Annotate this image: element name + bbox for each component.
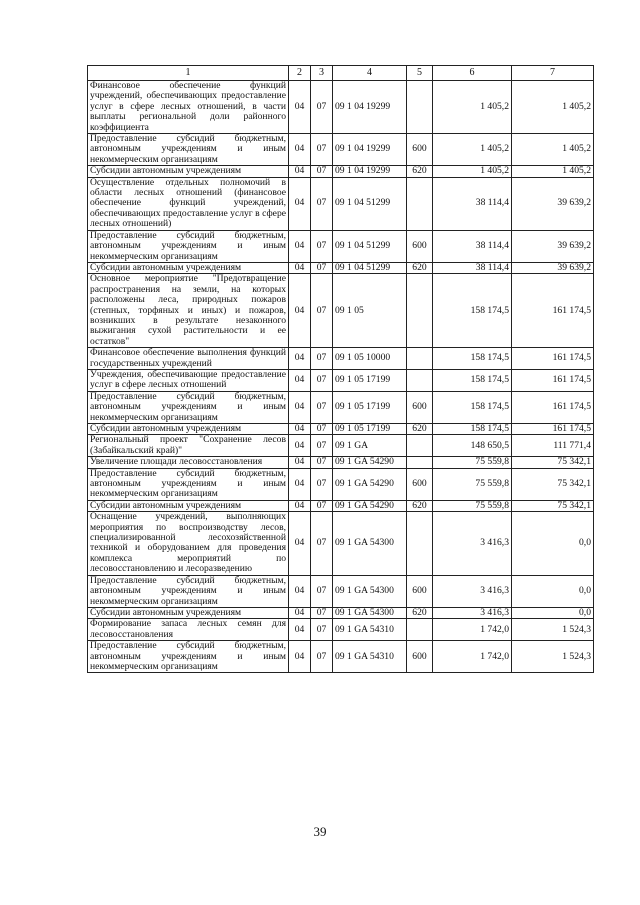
table-row	[88, 391, 594, 423]
cell-target-code: 09 1 GA 54300	[333, 607, 407, 618]
header-col-1: 1	[88, 66, 289, 81]
cell-expense-type: 620	[407, 607, 433, 618]
cell-amount-year-2: 39 639,2	[512, 262, 594, 273]
table-row	[88, 262, 594, 273]
cell-amount-year-2: 39 639,2	[512, 177, 594, 230]
cell-subsection: 07	[311, 468, 333, 500]
table-row	[88, 177, 594, 230]
cell-target-code: 09 1 04 19299	[333, 81, 407, 134]
cell-section: 04	[289, 391, 311, 423]
cell-amount-year-2: 39 639,2	[512, 230, 594, 262]
cell-amount-year-1: 3 416,3	[433, 607, 512, 618]
cell-section: 04	[289, 424, 311, 435]
cell-amount-year-2: 161 174,5	[512, 369, 594, 391]
cell-amount-year-1: 1 742,0	[433, 641, 512, 673]
cell-target-code: 09 1 05 10000	[333, 348, 407, 370]
cell-target-code: 09 1 04 51299	[333, 262, 407, 273]
cell-amount-year-2: 1 524,3	[512, 641, 594, 673]
cell-expense-type: 600	[407, 230, 433, 262]
cell-amount-year-1: 1 405,2	[433, 81, 512, 134]
cell-section: 04	[289, 134, 311, 166]
cell-name: Финансовое обеспечение функций учреждений, обеспечивающих предоставление услуг в сфере лесных отношений, в части выплаты региональной доли районного коэффициента	[88, 81, 289, 134]
cell-name: Предоставление субсидий бюджетным, автономным учреждениям и иным некоммерческим организациям	[88, 575, 289, 607]
cell-section: 04	[289, 177, 311, 230]
cell-amount-year-2: 0,0	[512, 575, 594, 607]
cell-expense-type: 620	[407, 262, 433, 273]
cell-expense-type	[407, 348, 433, 370]
header-col-4: 4	[333, 66, 407, 81]
cell-expense-type	[407, 369, 433, 391]
cell-target-code: 09 1 04 19299	[333, 134, 407, 166]
cell-amount-year-1: 75 559,8	[433, 457, 512, 468]
cell-section: 04	[289, 641, 311, 673]
cell-amount-year-2: 75 342,1	[512, 500, 594, 511]
cell-amount-year-2: 0,0	[512, 512, 594, 575]
cell-section: 04	[289, 166, 311, 177]
cell-section: 04	[289, 575, 311, 607]
cell-amount-year-1: 3 416,3	[433, 575, 512, 607]
cell-amount-year-1: 38 114,4	[433, 230, 512, 262]
cell-expense-type: 600	[407, 391, 433, 423]
cell-target-code: 09 1 05 17199	[333, 424, 407, 435]
cell-target-code: 09 1 GA 54290	[333, 468, 407, 500]
page-number: 39	[313, 824, 327, 839]
cell-expense-type: 620	[407, 424, 433, 435]
header-col-6: 6	[433, 66, 512, 81]
cell-amount-year-2: 1 405,2	[512, 134, 594, 166]
cell-target-code: 09 1 GA 54310	[333, 641, 407, 673]
cell-target-code: 09 1 04 19299	[333, 166, 407, 177]
cell-subsection: 07	[311, 512, 333, 575]
cell-section: 04	[289, 435, 311, 457]
cell-name: Субсидии автономным учреждениям	[88, 262, 289, 273]
cell-target-code: 09 1 05 17199	[333, 391, 407, 423]
cell-expense-type	[407, 177, 433, 230]
cell-amount-year-2: 75 342,1	[512, 468, 594, 500]
cell-amount-year-1: 3 416,3	[433, 512, 512, 575]
cell-expense-type: 600	[407, 134, 433, 166]
cell-expense-type	[407, 619, 433, 641]
cell-subsection: 07	[311, 500, 333, 511]
table-row	[88, 424, 594, 435]
cell-name: Предоставление субсидий бюджетным, автономным учреждениям и иным некоммерческим организациям	[88, 230, 289, 262]
table-body	[88, 81, 594, 673]
cell-subsection: 07	[311, 619, 333, 641]
cell-amount-year-2: 161 174,5	[512, 391, 594, 423]
cell-expense-type	[407, 274, 433, 348]
cell-subsection: 07	[311, 134, 333, 166]
cell-amount-year-2: 0,0	[512, 607, 594, 618]
cell-section: 04	[289, 369, 311, 391]
cell-target-code: 09 1 GA 54290	[333, 457, 407, 468]
cell-section: 04	[289, 607, 311, 618]
cell-amount-year-2: 1 405,2	[512, 81, 594, 134]
cell-section: 04	[289, 619, 311, 641]
cell-name: Субсидии автономным учреждениям	[88, 166, 289, 177]
cell-subsection: 07	[311, 166, 333, 177]
cell-amount-year-2: 75 342,1	[512, 457, 594, 468]
cell-target-code: 09 1 05	[333, 274, 407, 348]
cell-expense-type: 600	[407, 641, 433, 673]
cell-amount-year-2: 1 405,2	[512, 166, 594, 177]
cell-name: Финансовое обеспечение выполнения функций государственных учреждений	[88, 348, 289, 370]
table-row	[88, 641, 594, 673]
cell-subsection: 07	[311, 262, 333, 273]
table-row	[88, 500, 594, 511]
cell-section: 04	[289, 262, 311, 273]
cell-target-code: 09 1 05 17199	[333, 369, 407, 391]
header-col-5: 5	[407, 66, 433, 81]
cell-amount-year-2: 161 174,5	[512, 348, 594, 370]
cell-target-code: 09 1 GA 54310	[333, 619, 407, 641]
cell-amount-year-2: 111 771,4	[512, 435, 594, 457]
cell-amount-year-1: 1 405,2	[433, 166, 512, 177]
cell-target-code: 09 1 GA 54300	[333, 512, 407, 575]
cell-name: Предоставление субсидий бюджетным, автономным учреждениям и иным некоммерческим организациям	[88, 134, 289, 166]
table-row	[88, 435, 594, 457]
table-row	[88, 230, 594, 262]
table-row	[88, 369, 594, 391]
table-row	[88, 512, 594, 575]
header-col-2: 2	[289, 66, 311, 81]
cell-expense-type: 620	[407, 500, 433, 511]
cell-expense-type	[407, 512, 433, 575]
cell-subsection: 07	[311, 457, 333, 468]
table-row	[88, 81, 594, 134]
cell-name: Основное мероприятие "Предотвращение распространения на земли, на которых расположены леса, природных пожаров (степных, торфяных и иных) и пожаров, возникших в результате незаконного выжигания сухой растительности и ее остатков"	[88, 274, 289, 348]
cell-name: Региональный проект "Сохранение лесов (Забайкальский край)"	[88, 435, 289, 457]
cell-name: Субсидии автономным учреждениям	[88, 500, 289, 511]
cell-section: 04	[289, 512, 311, 575]
cell-subsection: 07	[311, 369, 333, 391]
cell-section: 04	[289, 468, 311, 500]
cell-name: Формирование запаса лесных семян для лесовосстановления	[88, 619, 289, 641]
cell-section: 04	[289, 230, 311, 262]
cell-subsection: 07	[311, 435, 333, 457]
table-row	[88, 575, 594, 607]
cell-name: Субсидии автономным учреждениям	[88, 424, 289, 435]
cell-section: 04	[289, 457, 311, 468]
cell-subsection: 07	[311, 81, 333, 134]
cell-amount-year-1: 38 114,4	[433, 177, 512, 230]
cell-name: Субсидии автономным учреждениям	[88, 607, 289, 618]
cell-name: Учреждения, обеспечивающие предоставление услуг в сфере лесных отношений	[88, 369, 289, 391]
cell-expense-type: 600	[407, 575, 433, 607]
cell-subsection: 07	[311, 348, 333, 370]
cell-amount-year-1: 1 742,0	[433, 619, 512, 641]
cell-name: Увеличение площади лесовосстановления	[88, 457, 289, 468]
cell-amount-year-1: 158 174,5	[433, 274, 512, 348]
cell-expense-type: 600	[407, 468, 433, 500]
cell-subsection: 07	[311, 274, 333, 348]
table-row	[88, 166, 594, 177]
cell-amount-year-2: 161 174,5	[512, 424, 594, 435]
table-row	[88, 274, 594, 348]
cell-section: 04	[289, 348, 311, 370]
cell-expense-type	[407, 457, 433, 468]
cell-subsection: 07	[311, 230, 333, 262]
cell-target-code: 09 1 GA 54300	[333, 575, 407, 607]
cell-name: Предоставление субсидий бюджетным, автономным учреждениям и иным некоммерческим организациям	[88, 641, 289, 673]
budget-table	[87, 65, 594, 673]
table-row	[88, 468, 594, 500]
table-row	[88, 348, 594, 370]
cell-section: 04	[289, 500, 311, 511]
cell-amount-year-1: 1 405,2	[433, 134, 512, 166]
cell-amount-year-1: 38 114,4	[433, 262, 512, 273]
cell-amount-year-1: 158 174,5	[433, 369, 512, 391]
cell-expense-type: 620	[407, 166, 433, 177]
cell-name: Оснащение учреждений, выполняющих мероприятия по воспроизводству лесов, специализированной лесохозяйственной техникой и оборудованием для проведения комплекса мероприятий по лесовосстановлению и лесоразведению	[88, 512, 289, 575]
cell-amount-year-1: 148 650,5	[433, 435, 512, 457]
cell-subsection: 07	[311, 575, 333, 607]
table-header-row	[88, 66, 594, 81]
cell-target-code: 09 1 04 51299	[333, 177, 407, 230]
header-col-7: 7	[512, 66, 594, 81]
cell-amount-year-1: 75 559,8	[433, 468, 512, 500]
cell-subsection: 07	[311, 424, 333, 435]
cell-amount-year-2: 1 524,3	[512, 619, 594, 641]
cell-amount-year-2: 161 174,5	[512, 274, 594, 348]
table-row	[88, 619, 594, 641]
cell-subsection: 07	[311, 391, 333, 423]
cell-section: 04	[289, 274, 311, 348]
cell-target-code: 09 1 GA	[333, 435, 407, 457]
cell-name: Предоставление субсидий бюджетным, автономным учреждениям и иным некоммерческим организациям	[88, 468, 289, 500]
cell-name: Предоставление субсидий бюджетным, автономным учреждениям и иным некоммерческим организациям	[88, 391, 289, 423]
cell-subsection: 07	[311, 607, 333, 618]
cell-section: 04	[289, 81, 311, 134]
header-col-3: 3	[311, 66, 333, 81]
table-row	[88, 607, 594, 618]
table-row	[88, 134, 594, 166]
cell-amount-year-1: 158 174,5	[433, 348, 512, 370]
cell-subsection: 07	[311, 177, 333, 230]
cell-target-code: 09 1 04 51299	[333, 230, 407, 262]
table-row	[88, 457, 594, 468]
cell-subsection: 07	[311, 641, 333, 673]
cell-expense-type	[407, 435, 433, 457]
cell-amount-year-1: 75 559,8	[433, 500, 512, 511]
cell-name: Осуществление отдельных полномочий в области лесных отношений (финансовое обеспечение функций учреждений, обеспечивающих предоставление услуг в сфере лесных отношений)	[88, 177, 289, 230]
cell-target-code: 09 1 GA 54290	[333, 500, 407, 511]
cell-expense-type	[407, 81, 433, 134]
cell-amount-year-1: 158 174,5	[433, 391, 512, 423]
cell-amount-year-1: 158 174,5	[433, 424, 512, 435]
